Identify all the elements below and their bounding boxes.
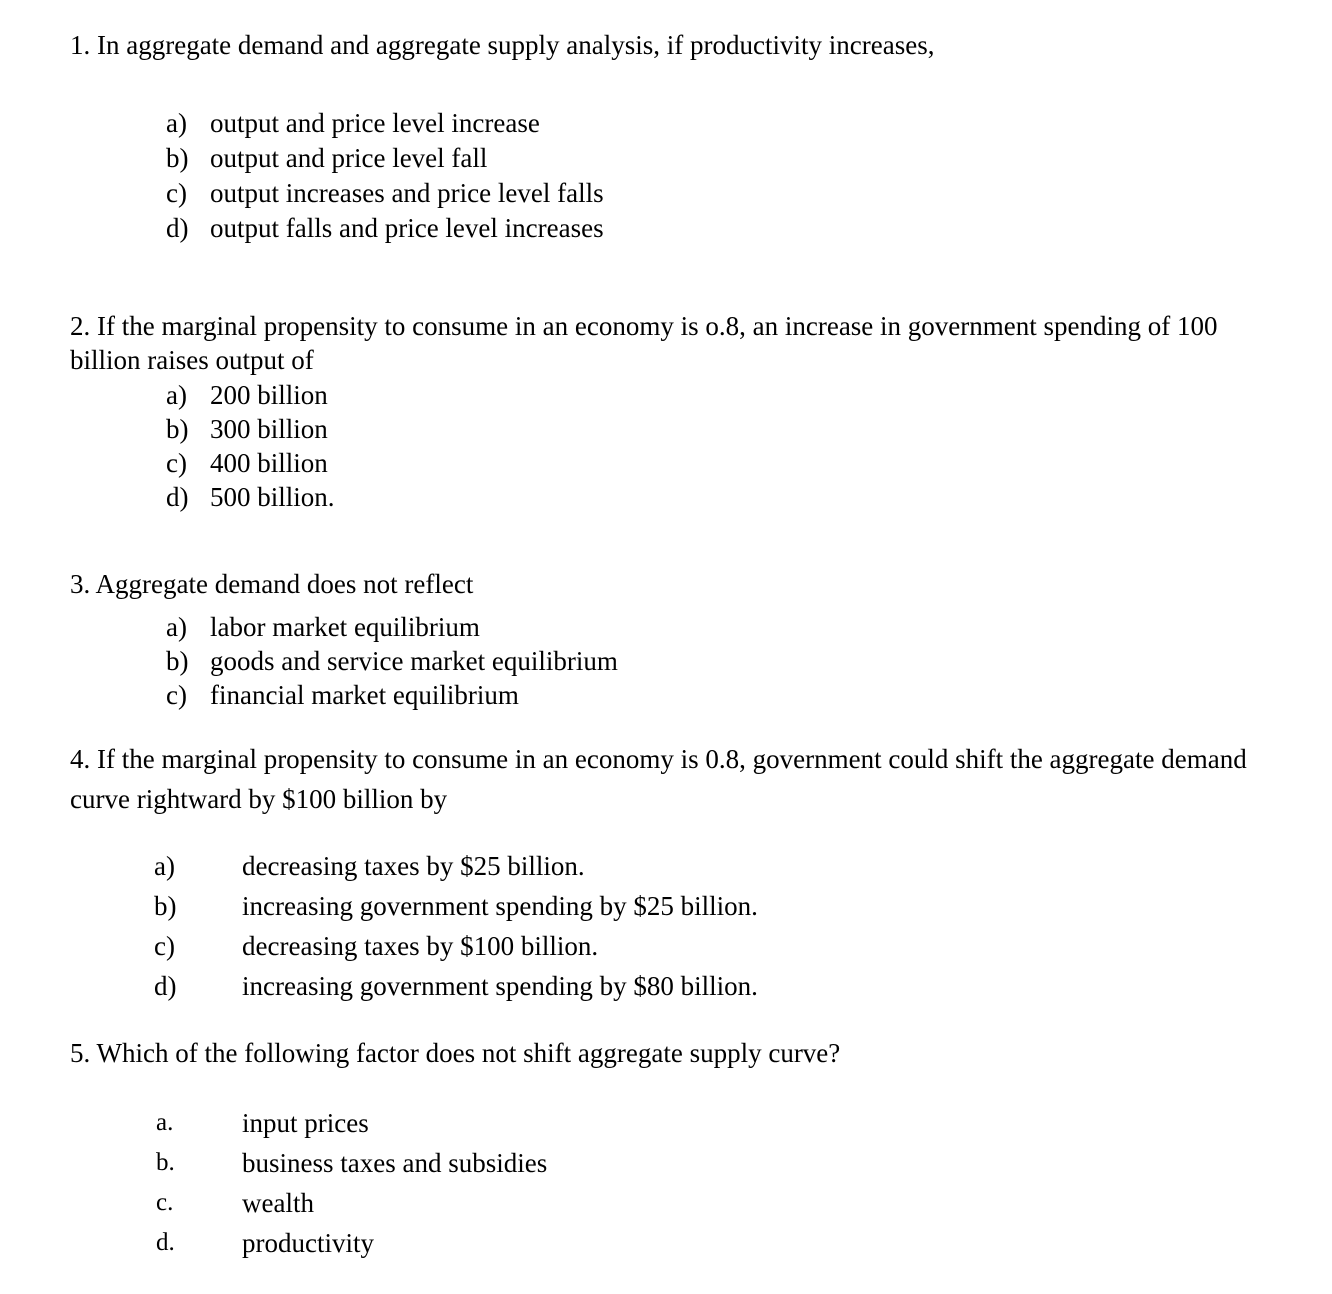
option-text: output increases and price level falls: [210, 178, 604, 208]
option-letter: c): [166, 448, 187, 478]
option-letter: b.: [156, 1149, 175, 1176]
option-letter: d): [154, 971, 177, 1001]
question-3: [70, 567, 1270, 601]
option-letter: c): [154, 931, 175, 961]
option-text: input prices: [242, 1108, 369, 1138]
option-letter: b): [166, 143, 189, 173]
question-title: 4. If the marginal propensity to consume in an economy is 0.8, government could shift the aggregate demand curve rightward by $100 billion by: [70, 744, 1247, 814]
option-text: increasing government spending by $80 billion.: [242, 971, 758, 1001]
option-text: increasing government spending by $25 billion.: [242, 891, 758, 921]
question-4: [70, 739, 1270, 819]
option-text: labor market equilibrium: [210, 612, 480, 642]
option-letter: d): [166, 213, 189, 243]
option-text: 200 billion: [210, 380, 328, 410]
option-letter: b): [154, 891, 177, 921]
option-text: business taxes and subsidies: [242, 1148, 548, 1178]
option-letter: b): [166, 414, 189, 444]
question-title: 1. In aggregate demand and aggregate supply analysis, if productivity increases,: [70, 30, 935, 60]
option-text: financial market equilibrium: [210, 680, 519, 710]
option-text: output and price level increase: [210, 108, 540, 138]
option-text: productivity: [242, 1228, 374, 1258]
option-letter: b): [166, 646, 189, 676]
option-letter: a.: [156, 1109, 174, 1136]
option-letter: d): [166, 482, 189, 512]
option-letter: d.: [156, 1229, 175, 1256]
option-text: 300 billion: [210, 414, 328, 444]
question-5: [70, 1036, 1270, 1070]
option-letter: c): [166, 680, 187, 710]
question-1: [70, 28, 1270, 62]
option-letter: c): [166, 178, 187, 208]
question-title: 5. Which of the following factor does not shift aggregate supply curve?: [70, 1038, 841, 1068]
option-letter: a): [166, 380, 187, 410]
question-2: [70, 309, 1270, 377]
option-text: wealth: [242, 1188, 314, 1218]
option-letter: a): [166, 108, 187, 138]
option-text: 400 billion: [210, 448, 328, 478]
option-text: goods and service market equilibrium: [210, 646, 618, 676]
option-letter: c.: [156, 1189, 174, 1216]
question-title: 3. Aggregate demand does not reflect: [70, 569, 474, 599]
option-text: decreasing taxes by $25 billion.: [242, 851, 585, 881]
option-text: decreasing taxes by $100 billion.: [242, 931, 599, 961]
option-text: output falls and price level increases: [210, 213, 604, 243]
option-letter: a): [154, 851, 175, 881]
option-letter: a): [166, 612, 187, 642]
option-text: output and price level fall: [210, 143, 488, 173]
question-title: 2. If the marginal propensity to consume in an economy is o.8, an increase in government spending of 100 billion raises output of: [70, 311, 1218, 375]
option-text: 500 billion.: [210, 482, 335, 512]
